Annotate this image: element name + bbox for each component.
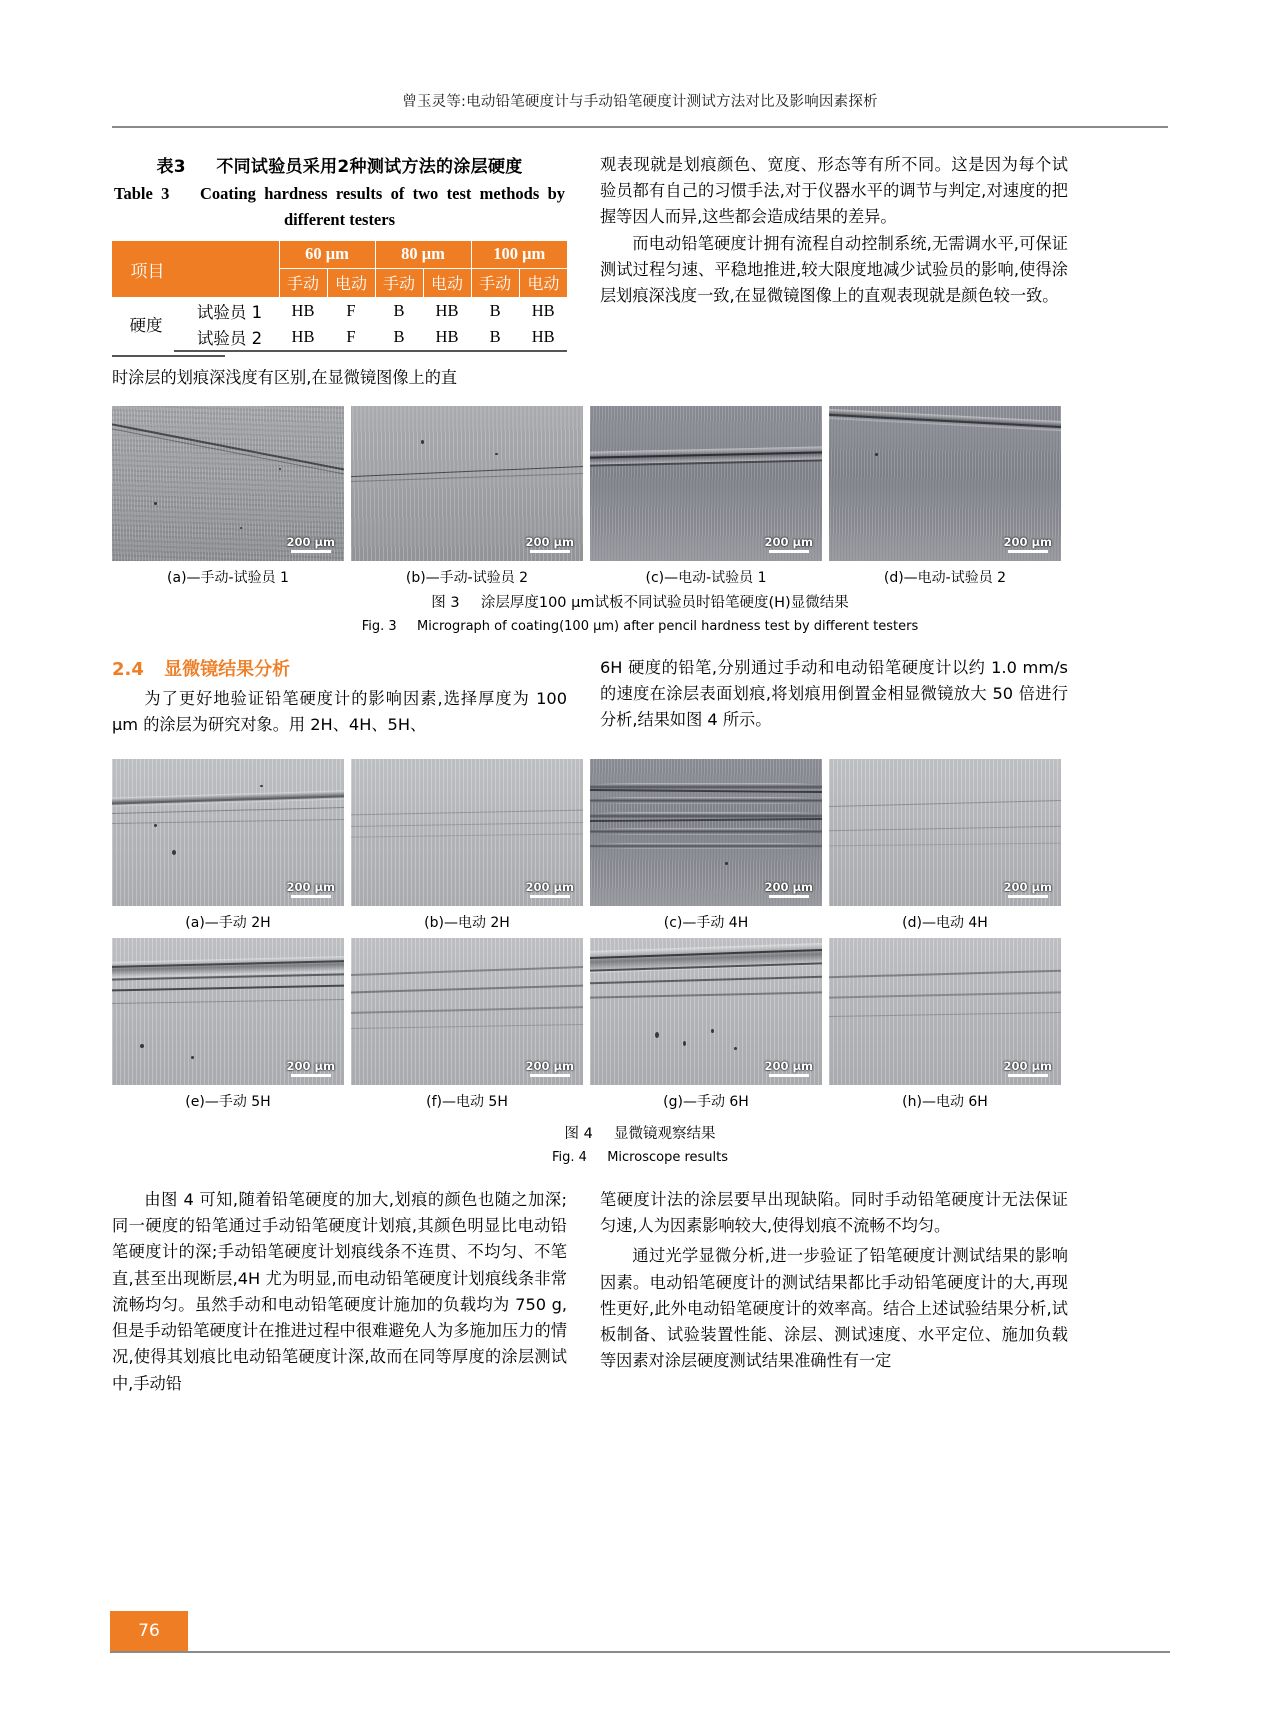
table3 — [112, 241, 567, 352]
table3-sub-80-manual: 手动 — [375, 268, 423, 297]
micrograph-4c — [590, 759, 822, 906]
figure3-caption-cn-label: 图 3 — [431, 595, 460, 611]
scalebar-label: 200 μm — [764, 879, 813, 894]
section24-heading — [112, 655, 567, 681]
figure4-cell-h — [829, 938, 1061, 1111]
figure3-cell-d — [829, 406, 1061, 587]
scalebar-line — [530, 550, 570, 553]
figure4-sublabel-h: (h)—电动 6H — [902, 1094, 988, 1110]
figure3-caption — [110, 591, 1170, 634]
scalebar-4f — [526, 1060, 574, 1077]
scalebar-label: 200 μm — [286, 1058, 335, 1073]
scalebar-line — [291, 550, 331, 553]
figure3-cell-c — [590, 406, 822, 587]
scalebar-3b — [526, 536, 574, 553]
table3-r2c1: HB — [279, 324, 327, 351]
left-column-text-top — [112, 365, 567, 391]
figure4-images-row1 — [112, 759, 1061, 932]
table3-caption-en — [112, 181, 567, 232]
figure3-sublabel-a: (a)—手动-试验员 1 — [167, 570, 289, 586]
scalebar-line — [1008, 895, 1048, 898]
figure4-sublabel-e: (e)—手动 5H — [185, 1094, 271, 1110]
figure3-caption-en-label: Fig. 3 — [361, 619, 397, 634]
section24-title: 显微镜结果分析 — [164, 659, 291, 680]
figure4-sublabel-g: (g)—手动 6H — [663, 1094, 749, 1110]
micrograph-4f — [351, 938, 583, 1085]
figure4-cell-f — [351, 938, 583, 1111]
table3-r1c6: HB — [531, 300, 555, 320]
table3-r1c2: F — [346, 300, 356, 320]
micrograph-3c — [590, 406, 822, 561]
table3-sub-60-electric: 电动 — [327, 268, 375, 297]
table3-r2c2: F — [327, 324, 375, 351]
bottom-right-para1: 笔硬度计法的涂层要早出现缺陷。同时手动铅笔硬度计无法保证匀速,人为因素影响较大,使得划痕不流畅不均匀。 — [600, 1190, 1068, 1236]
table3-sub-60-manual: 手动 — [279, 268, 327, 297]
right-column-text-top — [600, 152, 1068, 309]
figure4-caption-cn-label: 图 4 — [564, 1126, 593, 1142]
scalebar-line — [1008, 1074, 1048, 1077]
scalebar-line — [1008, 550, 1048, 553]
figure4-caption-cn-title: 显微镜观察结果 — [614, 1126, 716, 1142]
table3-r1c5: B — [489, 300, 501, 320]
table3-caption-cn-title: 不同试验员采用2种测试方法的涂层硬度 — [216, 157, 523, 177]
page-number-badge: 76 — [110, 1611, 188, 1651]
scalebar-label: 200 μm — [286, 879, 335, 894]
figure3-cell-a — [112, 406, 344, 587]
figure4-images-row2 — [112, 938, 1061, 1111]
scalebar-4a — [287, 881, 335, 898]
figure4-caption-cn — [110, 1122, 1170, 1143]
scalebar-label: 200 μm — [1003, 534, 1052, 549]
table3-group-60um: 60 μm — [279, 241, 375, 268]
micrograph-3b — [351, 406, 583, 561]
scalebar-label: 200 μm — [525, 534, 574, 549]
figure3-caption-en-title: Micrograph of coating(100 μm) after pencil hardness test by different testers — [416, 619, 919, 634]
micrograph-3d — [829, 406, 1061, 561]
table3-block — [112, 152, 567, 352]
figure4-sublabel-b: (b)—电动 2H — [424, 915, 510, 931]
scalebar-4h — [1004, 1060, 1052, 1077]
table3-bottom-rule-left — [112, 355, 225, 357]
table3-sub-100-electric: 电动 — [519, 268, 567, 297]
figure4-caption-en-label: Fig. 4 — [551, 1150, 587, 1165]
header-rule — [112, 126, 1168, 128]
figure4-sublabel-c: (c)—手动 4H — [663, 915, 749, 931]
figure4-sublabel-f: (f)—电动 5H — [426, 1094, 508, 1110]
figure4-sublabel-a: (a)—手动 2H — [185, 915, 271, 931]
table3-caption-cn — [112, 152, 567, 177]
figure4-cell-c — [590, 759, 822, 932]
scalebar-line — [769, 895, 809, 898]
micrograph-4b — [351, 759, 583, 906]
bottom-right-text — [600, 1187, 1068, 1375]
micrograph-4e — [112, 938, 344, 1085]
figure4-cell-e — [112, 938, 344, 1111]
micrograph-4h — [829, 938, 1061, 1085]
scalebar-label: 200 μm — [286, 534, 335, 549]
scalebar-line — [530, 1074, 570, 1077]
table3-r2c6: HB — [519, 324, 567, 351]
section24-right-text — [600, 655, 1068, 734]
running-head: 曾玉灵等:电动铅笔硬度计与手动铅笔硬度计测试方法对比及影响因素探析 — [402, 94, 878, 110]
section24-left-para: 为了更好地验证铅笔硬度计的影响因素,选择厚度为 100 μm 的涂层为研究对象。用 2H、4H、5H、 — [112, 689, 567, 735]
scalebar-4c — [765, 881, 813, 898]
section24-number: 2.4 — [112, 659, 144, 680]
table3-group-80um: 80 μm — [375, 241, 471, 268]
table3-sub-80-electric: 电动 — [423, 268, 471, 297]
table3-spacer-cell — [174, 241, 279, 297]
figure4-caption-en — [110, 1150, 1170, 1165]
table3-r1c4: HB — [435, 300, 459, 320]
section24-left-text — [112, 686, 567, 738]
table3-group-100um: 100 μm — [471, 241, 567, 268]
figure3-caption-en — [110, 619, 1170, 634]
scalebar-line — [291, 1074, 331, 1077]
figure4-cell-d — [829, 759, 1061, 932]
table3-header-row-groups — [112, 241, 567, 268]
table3-row1-label: 试验员 1 — [196, 302, 263, 322]
scalebar-4d — [1004, 881, 1052, 898]
table-row — [112, 297, 567, 324]
figure4-cell-g — [590, 938, 822, 1111]
scalebar-3c — [765, 536, 813, 553]
left-para-after-table: 时涂层的划痕深浅度有区别,在显微镜图像上的直 — [112, 368, 458, 387]
scalebar-4e — [287, 1060, 335, 1077]
scalebar-label: 200 μm — [764, 1058, 813, 1073]
scalebar-4b — [526, 881, 574, 898]
table3-caption-en-title: Coating hardness results of two test methods by different testers — [200, 184, 565, 229]
right-para-top2: 而电动铅笔硬度计拥有流程自动控制系统,无需调水平,可保证测试过程匀速、平稳地推进,较大限度地减少试验员的影响,使得涂层划痕深浅度一致,在显微镜图像上的直观表现就是颜色较一致。 — [600, 233, 1068, 306]
micrograph-3a — [112, 406, 344, 561]
table-row — [112, 324, 567, 351]
figure3-sublabel-d: (d)—电动-试验员 2 — [883, 570, 1007, 586]
scalebar-line — [769, 550, 809, 553]
section24-right-para: 6H 硬度的铅笔,分别通过手动和电动铅笔硬度计以约 1.0 mm/s 的速度在涂层表面划痕,将划痕用倒置金相显微镜放大 50 倍进行分析,结果如图 4 所示。 — [600, 658, 1068, 730]
figure4-cell-b — [351, 759, 583, 932]
figure3-caption-cn — [110, 591, 1170, 612]
scalebar-3d — [1004, 536, 1052, 553]
figure3-caption-cn-title: 涂层厚度100 μm试板不同试验员时铅笔硬度(H)显微结果 — [480, 595, 849, 611]
scalebar-3a — [287, 536, 335, 553]
figure4-cell-a — [112, 759, 344, 932]
bottom-right-para2: 通过光学显微分析,进一步验证了铅笔硬度计测试结果的影响因素。电动铅笔硬度计的测试结果都比手动铅笔硬度计的大,再现性更好,此外电动铅笔硬度计的效率高。结合上述试验结果分析,试板制备、试验装置性能、涂层、测试速度、水平定位、施加负载等因素对涂层硬度测试结果准确性有一定 — [600, 1246, 1068, 1371]
table3-col-item: 项目 — [112, 241, 174, 297]
figure3-sublabel-b: (b)—手动-试验员 2 — [405, 570, 529, 586]
table3-r2c3: B — [375, 324, 423, 351]
table3-caption-cn-label: 表3 — [156, 157, 186, 177]
micrograph-4a — [112, 759, 344, 906]
table3-row-group-hardness: 硬度 — [129, 316, 163, 336]
figure4-sublabel-d: (d)—电动 4H — [902, 915, 988, 931]
bottom-left-para1: 由图 4 可知,随着铅笔硬度的加大,划痕的颜色也随之加深;同一硬度的铅笔通过手动铅笔硬度计划痕,其颜色明显比电动铅笔硬度计的深;手动铅笔硬度计划痕线条不连贯、不均匀、不笔直,甚至出现断层,4H 尤为明显,而电动铅笔硬度计划痕线条非常流畅均匀。虽然手动和电动铅笔硬度计施加的负载均为 750 g,但是手动铅笔硬度计在推进过程中很难避免人为多施加压力的情况,使得其划痕比电动铅笔硬度计深,故而在同等厚度的涂层测试中,手动铅 — [112, 1190, 567, 1393]
table3-r2c4: HB — [423, 324, 471, 351]
table3-r2c5: B — [471, 324, 519, 351]
footer-rule — [110, 1651, 1170, 1653]
micrograph-4d — [829, 759, 1061, 906]
scalebar-label: 200 μm — [1003, 879, 1052, 894]
table3-sub-100-manual: 手动 — [471, 268, 519, 297]
table3-caption-en-label: Table 3 — [114, 184, 170, 203]
micrograph-4g — [590, 938, 822, 1085]
table3-r1c1: HB — [291, 300, 315, 320]
table3-row2-label: 试验员 2 — [174, 324, 279, 351]
table3-r1c3: B — [393, 300, 405, 320]
scalebar-label: 200 μm — [525, 879, 574, 894]
bottom-left-text — [112, 1187, 567, 1397]
scalebar-line — [291, 895, 331, 898]
scalebar-4g — [765, 1060, 813, 1077]
figure3-sublabel-c: (c)—电动-试验员 1 — [645, 570, 767, 586]
scalebar-line — [530, 895, 570, 898]
right-para-top: 观表现就是划痕颜色、宽度、形态等有所不同。这是因为每个试验员都有自己的习惯手法,对于仪器水平的调节与判定,对速度的把握等因人而异,这些都会造成结果的差异。 — [600, 155, 1068, 227]
scalebar-label: 200 μm — [764, 534, 813, 549]
figure4-caption — [110, 1122, 1170, 1165]
figure4-caption-en-title: Microscope results — [607, 1150, 728, 1165]
scalebar-label: 200 μm — [525, 1058, 574, 1073]
figure3-images — [112, 406, 1061, 587]
scalebar-line — [769, 1074, 809, 1077]
figure3-cell-b — [351, 406, 583, 587]
scalebar-label: 200 μm — [1003, 1058, 1052, 1073]
section24-heading-block — [112, 655, 567, 681]
